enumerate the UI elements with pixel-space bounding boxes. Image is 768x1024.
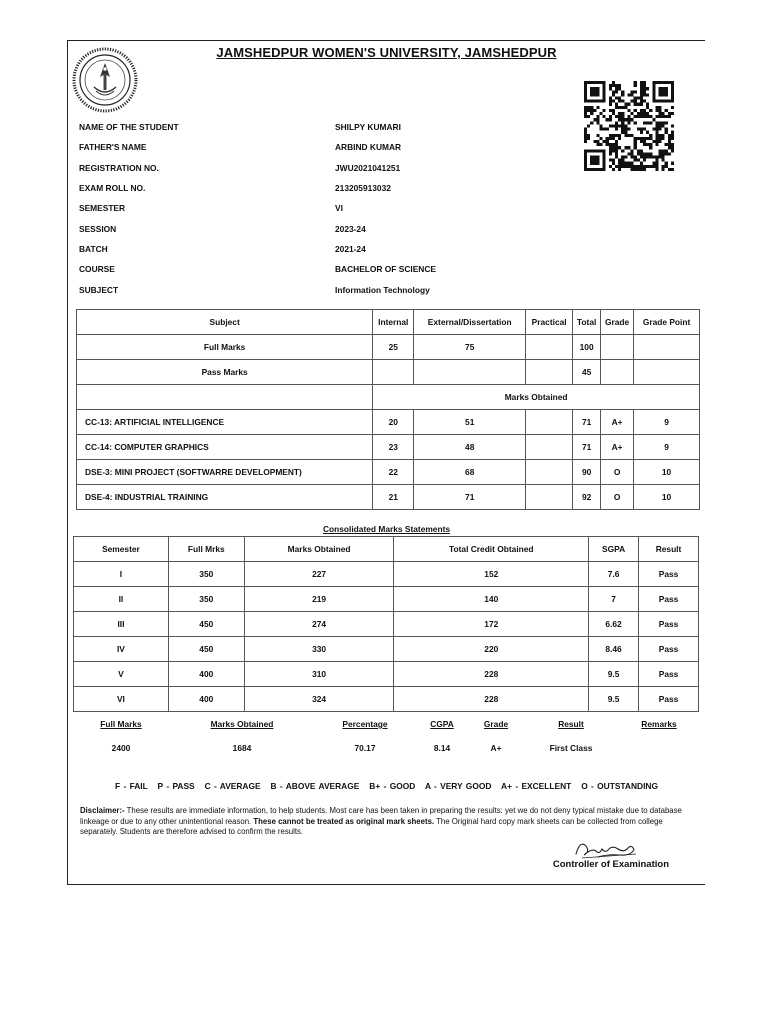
disclaimer-label: Disclaimer:- [80, 806, 125, 815]
semester-row [74, 612, 699, 637]
cell-total-credit: 228 [394, 662, 589, 687]
col-header-result: Result [639, 537, 699, 562]
summary-header-row [78, 719, 698, 743]
university-title: JAMSHEDPUR WOMEN'S UNIVERSITY, JAMSHEDPUR [216, 45, 557, 60]
cell-internal: 22 [373, 460, 414, 485]
cell-full-marks: 350 [168, 587, 244, 612]
cell-result: Pass [639, 662, 699, 687]
subject-row [77, 460, 700, 485]
summary-header-result: Result [558, 719, 584, 729]
subject-name: DSE-3: MINI PROJECT (SOFTWARRE DEVELOPMENT) [77, 460, 373, 485]
cell-total-credit: 172 [394, 612, 589, 637]
info-row-subject [79, 279, 479, 299]
pass-marks-row [77, 360, 700, 385]
info-label: REGISTRATION NO. [79, 162, 159, 173]
info-value: 2021-24 [335, 243, 366, 254]
cell-full-marks: 350 [168, 562, 244, 587]
marks-obtained-row [77, 385, 700, 410]
info-value: SHILPY KUMARI [335, 122, 401, 133]
semester-row [74, 687, 699, 712]
info-row-registration [79, 158, 479, 178]
semester-row [74, 587, 699, 612]
cell-grade: O [601, 460, 634, 485]
cell-semester: IV [74, 637, 169, 662]
summary-header-grade: Grade [483, 719, 509, 729]
controller-of-examination: Controller of Examination [552, 859, 669, 870]
cell-result: Pass [639, 562, 699, 587]
col-header-internal: Internal [373, 310, 414, 335]
summary-header-marks-obtained: Marks Obtained [210, 719, 274, 729]
cell-total: 90 [573, 460, 601, 485]
cell-external [414, 360, 526, 385]
cell-total-credit: 228 [394, 687, 589, 712]
summary-percentage: 70.17 [354, 743, 376, 753]
cell-full-marks: 450 [168, 612, 244, 637]
col-header-sgpa: SGPA [589, 537, 639, 562]
summary-header-full-marks: Full Marks [100, 719, 142, 729]
cell-grade: A+ [601, 410, 634, 435]
summary-result: First Class [549, 743, 593, 753]
info-label: SESSION [79, 223, 117, 234]
marks-header-row [77, 310, 700, 335]
col-header-marks-obtained: Marks Obtained [244, 537, 394, 562]
subject-row [77, 410, 700, 435]
summary-cgpa: 8.14 [433, 743, 451, 753]
cell-sgpa: 9.5 [589, 662, 639, 687]
cell-full-marks: 400 [168, 662, 244, 687]
cell-semester: II [74, 587, 169, 612]
info-value: ARBIND KUMAR [335, 142, 402, 153]
info-row-course [79, 259, 479, 279]
consolidated-header-row [74, 537, 699, 562]
cell-total: 45 [573, 360, 601, 385]
cell-grade-point: 10 [634, 460, 700, 485]
disclaimer [80, 806, 700, 838]
result-sheet [67, 40, 705, 885]
col-header-grade-point: Grade Point [634, 310, 700, 335]
cell-total-credit: 152 [394, 562, 589, 587]
cell-total-credit: 220 [394, 637, 589, 662]
subject-name: DSE-4: INDUSTRIAL TRAINING [77, 485, 373, 510]
cell-internal: 23 [373, 435, 414, 460]
info-label: EXAM ROLL NO. [79, 183, 146, 194]
cell-marks-obtained: 330 [244, 637, 394, 662]
cell-practical [526, 335, 573, 360]
grade-legend: F - FAIL P - PASS C - AVERAGE B - ABOVE AVERAGE B+ - GOOD A - VERY GOOD A+ - EXCELLENT O - OUTSTANDING [115, 781, 658, 791]
info-value: VI [335, 203, 343, 214]
info-label: SUBJECT [79, 284, 119, 295]
cell-sgpa: 6.62 [589, 612, 639, 637]
disclaimer-bold-text: These cannot be treated as original mark sheets. [253, 816, 435, 826]
col-header-subject: Subject [77, 310, 373, 335]
marks-obtained-label: Marks Obtained [373, 385, 700, 410]
info-value: 213205913032 [335, 183, 391, 194]
cell-grade-point: 9 [634, 410, 700, 435]
cell-internal: 25 [373, 335, 414, 360]
cell-grade: O [601, 485, 634, 510]
col-header-total: Total [573, 310, 601, 335]
row-label: Pass Marks [77, 360, 373, 385]
col-header-total-credit: Total Credit Obtained [394, 537, 589, 562]
summary-grade: A+ [490, 743, 502, 753]
cell-semester: VI [74, 687, 169, 712]
cell-marks-obtained: 274 [244, 612, 394, 637]
col-header-grade: Grade [601, 310, 634, 335]
info-value: Information Technology [335, 284, 430, 295]
cell-total-credit: 140 [394, 587, 589, 612]
cell-total: 92 [573, 485, 601, 510]
info-row-father [79, 137, 479, 157]
cell-total: 100 [573, 335, 601, 360]
col-header-full-marks: Full Mrks [168, 537, 244, 562]
cell-marks-obtained: 324 [244, 687, 394, 712]
cell-grade-point: 9 [634, 435, 700, 460]
col-header-semester: Semester [74, 537, 169, 562]
cell-result: Pass [639, 587, 699, 612]
summary-header-cgpa: CGPA [430, 719, 454, 729]
cell-semester: III [74, 612, 169, 637]
disclaimer-text: The Original hard copy mark sheets can be collected from college separately. Students are therefore advised to confirm the results. [80, 816, 663, 836]
consolidated-title: Consolidated Marks Statements [322, 524, 451, 534]
info-row-session [79, 218, 479, 238]
signature-icon [568, 836, 648, 861]
qr-code-icon [584, 81, 674, 171]
info-row-semester [79, 198, 479, 218]
full-marks-row [77, 335, 700, 360]
info-label: FATHER'S NAME [79, 142, 147, 153]
semester-row [74, 662, 699, 687]
summary-header-percentage: Percentage [342, 719, 388, 729]
info-label: BATCH [79, 243, 108, 254]
cell-grade [601, 360, 634, 385]
cell-practical [526, 485, 573, 510]
info-row-batch [79, 239, 479, 259]
cell-internal: 20 [373, 410, 414, 435]
cell-practical [526, 435, 573, 460]
cell-semester: V [74, 662, 169, 687]
cell-grade: A+ [601, 435, 634, 460]
subject-row [77, 485, 700, 510]
cell-result: Pass [639, 612, 699, 637]
summary-header-remarks: Remarks [641, 719, 677, 729]
info-label: NAME OF THE STUDENT [79, 122, 179, 133]
cell-sgpa: 7 [589, 587, 639, 612]
cell-sgpa: 7.6 [589, 562, 639, 587]
cell-marks-obtained: 219 [244, 587, 394, 612]
cell-external: 48 [414, 435, 526, 460]
subject-row [77, 435, 700, 460]
info-label: SEMESTER [79, 203, 126, 214]
subject-name: CC-13: ARTIFICIAL INTELLIGENCE [77, 410, 373, 435]
summary-value-row [78, 743, 698, 767]
cell-total: 71 [573, 435, 601, 460]
student-info [79, 117, 479, 300]
disclaimer-text: These results are immediate information, to help students. Most care has been taken in preparing the results: yet we do not deny typical mistake due to database linkeage or due to any other unintentional reason. [80, 806, 682, 826]
cell-total: 71 [573, 410, 601, 435]
cell-semester: I [74, 562, 169, 587]
result-summary [78, 719, 698, 767]
cell-external: 71 [414, 485, 526, 510]
cell-marks-obtained: 310 [244, 662, 394, 687]
info-value: JWU2021041251 [335, 162, 401, 173]
consolidated-table [73, 536, 699, 712]
empty-cell [77, 385, 373, 410]
cell-full-marks: 400 [168, 687, 244, 712]
subject-name: CC-14: COMPUTER GRAPHICS [77, 435, 373, 460]
cell-grade-point: 10 [634, 485, 700, 510]
info-row-roll [79, 178, 479, 198]
cell-practical [526, 460, 573, 485]
cell-practical [526, 410, 573, 435]
marks-table [76, 309, 700, 510]
cell-grade [601, 335, 634, 360]
cell-sgpa: 8.46 [589, 637, 639, 662]
cell-internal: 21 [373, 485, 414, 510]
summary-full-marks: 2400 [111, 743, 131, 753]
col-header-practical: Practical [526, 310, 573, 335]
info-value: 2023-24 [335, 223, 366, 234]
info-row-name [79, 117, 479, 137]
cell-result: Pass [639, 637, 699, 662]
col-header-external: External/Dissertation [414, 310, 526, 335]
cell-grade-point [634, 360, 700, 385]
cell-internal [373, 360, 414, 385]
cell-external: 75 [414, 335, 526, 360]
semester-row [74, 562, 699, 587]
cell-external: 51 [414, 410, 526, 435]
semester-row [74, 637, 699, 662]
info-label: COURSE [79, 264, 115, 275]
info-value: BACHELOR OF SCIENCE [335, 264, 436, 275]
cell-full-marks: 450 [168, 637, 244, 662]
cell-grade-point [634, 335, 700, 360]
cell-practical [526, 360, 573, 385]
row-label: Full Marks [77, 335, 373, 360]
summary-marks-obtained: 1684 [232, 743, 252, 753]
cell-marks-obtained: 227 [244, 562, 394, 587]
university-logo-icon [72, 47, 138, 113]
cell-external: 68 [414, 460, 526, 485]
cell-sgpa: 9.5 [589, 687, 639, 712]
cell-result: Pass [639, 687, 699, 712]
